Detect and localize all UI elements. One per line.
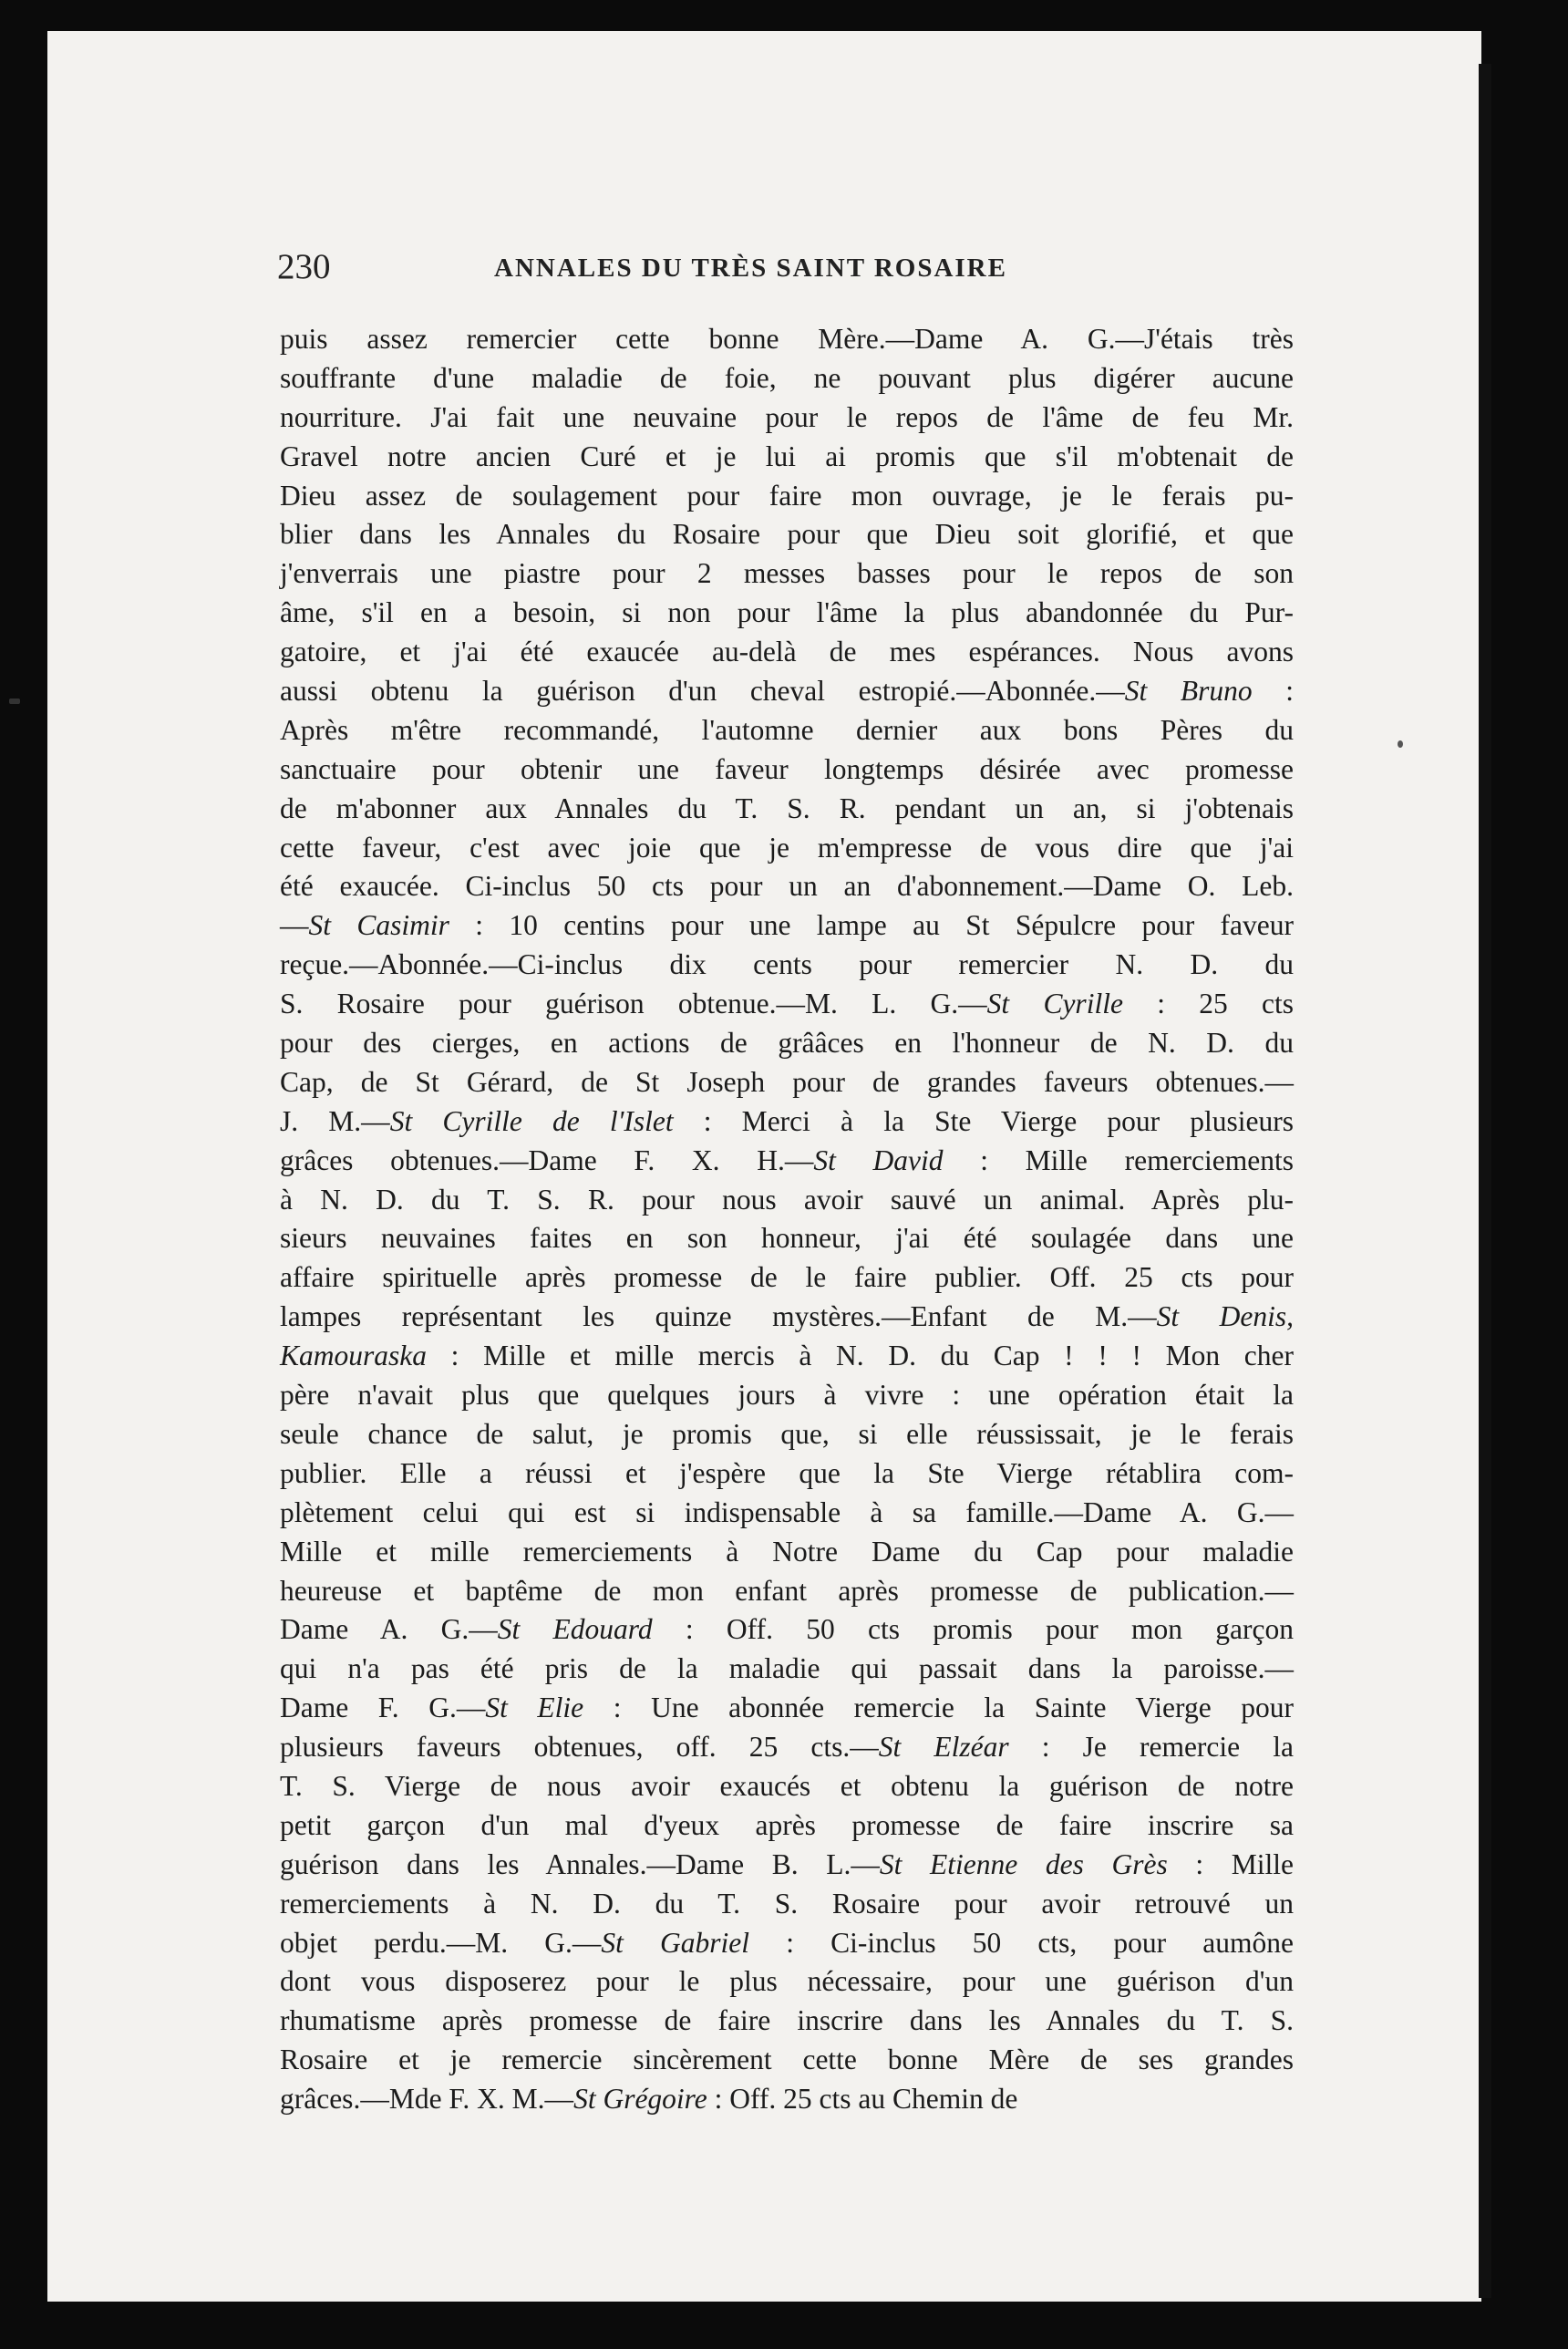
text-segment: T. S. Vierge de nous avoir exaucés et obtenu la guérison de notre [280, 1769, 1294, 1802]
text-segment: Après m'être recommandé, l'automne dernier aux bons Pères du [280, 713, 1294, 746]
text-segment: — [280, 909, 309, 942]
text-line [280, 906, 1294, 946]
text-line [280, 1298, 1294, 1337]
text-segment: petit garçon d'un mal d'yeux après promesse de faire inscrire sa [280, 1808, 1294, 1841]
text-line [280, 1924, 1294, 1963]
italic-place-name: St Bruno [1124, 675, 1253, 708]
text-segment: Mille et mille remerciements à Notre Dame du Cap pour maladie [280, 1535, 1294, 1568]
text-segment: grâces obtenues.—Dame F. X. H.— [280, 1143, 814, 1176]
text-segment: souffrante d'une maladie de foie, ne pouvant plus digérer aucune [280, 361, 1294, 394]
italic-place-name: St Gabriel [601, 1926, 750, 1959]
text-segment: âme, s'il en a besoin, si non pour l'âme la plus abandonnée du Pur- [280, 596, 1294, 629]
italic-place-name: St Elie [485, 1692, 584, 1724]
text-line [280, 515, 1294, 554]
text-segment: qui n'a pas été pris de la maladie qui passait dans la paroisse.— [280, 1652, 1294, 1685]
italic-place-name: St David [813, 1143, 944, 1176]
text-segment: sanctuaire pour obtenir une faveur longtemps désirée avec promesse [280, 752, 1294, 785]
text-segment: cette faveur, c'est avec joie que je m'empresse de vous dire que j'ai [280, 831, 1294, 864]
text-line [280, 594, 1294, 633]
text-segment: plètement celui qui est si indispensable à sa famille.—Dame A. G.— [280, 1495, 1294, 1528]
text-segment: été exaucée. Ci-inclus 50 cts pour un an d'abonnement.—Dame O. Leb. [280, 870, 1294, 903]
text-line [280, 1767, 1294, 1806]
text-line [280, 2002, 1294, 2041]
text-segment: : Une abonnée remercie la Sainte Vierge pour [583, 1692, 1294, 1724]
text-segment: aussi obtenu la guérison d'un cheval estropié.—Abonnée.— [280, 675, 1125, 708]
text-segment: : Je remercie la [1008, 1731, 1294, 1764]
page-number: 230 [277, 247, 331, 286]
running-title: ANNALES DU TRÈS SAINT ROSAIRE [494, 254, 1007, 283]
text-line [280, 946, 1294, 985]
text-line [280, 867, 1294, 906]
text-segment: gatoire, et j'ai été exaucée au-delà de mes espérances. Nous avons [280, 636, 1294, 668]
text-line [280, 359, 1294, 398]
text-line [280, 750, 1294, 790]
text-line [280, 1415, 1294, 1454]
text-line [280, 438, 1294, 477]
text-line [280, 320, 1294, 359]
page-binding-shadow [1479, 64, 1491, 2298]
text-segment: guérison dans les Annales.—Dame B. L.— [280, 1847, 880, 1880]
text-segment: à N. D. du T. S. R. pour nous avoir sauvé un animal. Après plu- [280, 1183, 1294, 1216]
text-segment: Cap, de St Gérard, de St Joseph pour de grandes faveurs obtenues.— [280, 1065, 1294, 1098]
italic-place-name: St Elzéar [878, 1731, 1009, 1764]
text-line [280, 1806, 1294, 1846]
italic-place-name: St Edouard [497, 1613, 653, 1646]
text-line [280, 554, 1294, 594]
text-segment: publier. Elle a réussi et j'espère que la Ste Vierge rétablira com- [280, 1456, 1294, 1489]
text-segment: de m'abonner aux Annales du T. S. R. pendant un an, si j'obtenais [280, 792, 1294, 824]
text-line [280, 1962, 1294, 2002]
text-segment: : 25 cts [1122, 988, 1294, 1020]
text-line [280, 1572, 1294, 1611]
text-segment: : Off. 50 cts promis pour mon garçon [652, 1613, 1294, 1646]
text-line [280, 1024, 1294, 1063]
text-line [280, 1142, 1294, 1181]
italic-place-name: St Etienne des Grès [879, 1847, 1168, 1880]
text-line [280, 1219, 1294, 1258]
text-line [280, 711, 1294, 750]
text-segment: : Ci-inclus 50 cts, pour aumône [749, 1926, 1294, 1959]
text-segment: Dame A. G.— [280, 1613, 498, 1646]
italic-place-name: Kamouraska [280, 1340, 428, 1372]
text-line [280, 1885, 1294, 1924]
text-segment: dont vous disposerez pour le plus nécessaire, pour une guérison d'un [280, 1965, 1294, 1998]
text-line [280, 1181, 1294, 1220]
text-segment: père n'avait plus que quelques jours à vivre : une opération était la [280, 1379, 1294, 1412]
text-segment: Rosaire et je remercie sincèrement cette bonne Mère de ses grandes [280, 2044, 1294, 2076]
text-line [280, 1533, 1294, 1572]
text-segment: : [1252, 675, 1294, 708]
text-line [280, 1689, 1294, 1728]
text-line [280, 1102, 1294, 1142]
text-segment: pour des cierges, en actions de grââces en l'honneur de N. D. du [280, 1027, 1294, 1060]
text-line [280, 672, 1294, 711]
text-segment: lampes représentant les quinze mystères.—Enfant de M.— [280, 1300, 1157, 1333]
text-line [280, 1728, 1294, 1767]
text-line [280, 1846, 1294, 1885]
text-segment: rhumatisme après promesse de faire inscrire dans les Annales du T. S. [280, 2004, 1294, 2037]
text-segment: S. Rosaire pour guérison obtenue.—M. L. G.— [280, 988, 987, 1020]
text-line [280, 1454, 1294, 1494]
text-segment: puis assez remercier cette bonne Mère.—Dame A. G.—J'étais très [280, 323, 1294, 355]
text-line [280, 985, 1294, 1024]
text-line [280, 1650, 1294, 1689]
text-line [280, 2041, 1294, 2080]
text-line [280, 1494, 1294, 1533]
italic-place-name: St Cyrille [986, 988, 1123, 1020]
text-line [280, 1258, 1294, 1298]
text-segment: : Off. 25 cts au Chemin de [707, 2083, 1018, 2116]
italic-place-name: St Grégoire [573, 2083, 707, 2116]
text-segment: : Merci à la Ste Vierge pour plusieurs [673, 1104, 1294, 1137]
text-segment: Dame F. G.— [280, 1692, 486, 1724]
text-line [280, 398, 1294, 438]
text-segment: : Mille remerciements [943, 1143, 1295, 1176]
text-segment: remerciements à N. D. du T. S. Rosaire pour avoir retrouvé un [280, 1887, 1294, 1920]
body-text [280, 320, 1294, 2119]
text-line [280, 1376, 1294, 1415]
page-header [277, 246, 1307, 292]
text-segment: : Mille et mille mercis à N. D. du Cap ! ! ! Mon cher [427, 1340, 1294, 1372]
text-segment: : Mille [1167, 1847, 1294, 1880]
text-segment: J. M.— [280, 1104, 390, 1137]
text-segment: Gravel notre ancien Curé et je lui ai promis que s'il m'obtenait de [280, 440, 1294, 472]
text-segment: : 10 centins pour une lampe au St Sépulcre pour faveur [449, 909, 1294, 942]
text-line [280, 1337, 1294, 1376]
text-line [280, 2080, 1294, 2119]
text-segment: j'enverrais une piastre pour 2 messes basses pour le repos de son [280, 557, 1294, 590]
text-segment: sieurs neuvaines faites en son honneur, j'ai été soulagée dans une [280, 1222, 1294, 1255]
text-line [280, 1063, 1294, 1102]
text-segment: affaire spirituelle après promesse de le faire publier. Off. 25 cts pour [280, 1261, 1294, 1294]
text-line [280, 829, 1294, 868]
text-segment: plusieurs faveurs obtenues, off. 25 cts.— [280, 1731, 879, 1764]
italic-place-name: St Casimir [308, 909, 449, 942]
text-segment: reçue.—Abonnée.—Ci-inclus dix cents pour remercier N. D. du [280, 948, 1294, 981]
text-segment: heureuse et baptême de mon enfant après promesse de publication.— [280, 1574, 1294, 1607]
text-segment: nourriture. J'ai fait une neuvaine pour le repos de l'âme de feu Mr. [280, 400, 1294, 433]
text-segment: blier dans les Annales du Rosaire pour que Dieu soit glorifié, et que [280, 518, 1294, 551]
text-segment: Dieu assez de soulagement pour faire mon ouvrage, je le ferais pu- [280, 479, 1294, 512]
text-line [280, 477, 1294, 516]
text-segment: seule chance de salut, je promis que, si elle réussissait, je le ferais [280, 1417, 1294, 1450]
text-line [280, 1610, 1294, 1650]
text-segment: objet perdu.—M. G.— [280, 1926, 602, 1959]
italic-place-name: St Denis, [1156, 1300, 1294, 1333]
text-line [280, 633, 1294, 672]
text-segment: grâces.—Mde F. X. M.— [280, 2083, 574, 2116]
italic-place-name: St Cyrille de l'Islet [389, 1104, 674, 1137]
text-line [280, 790, 1294, 829]
